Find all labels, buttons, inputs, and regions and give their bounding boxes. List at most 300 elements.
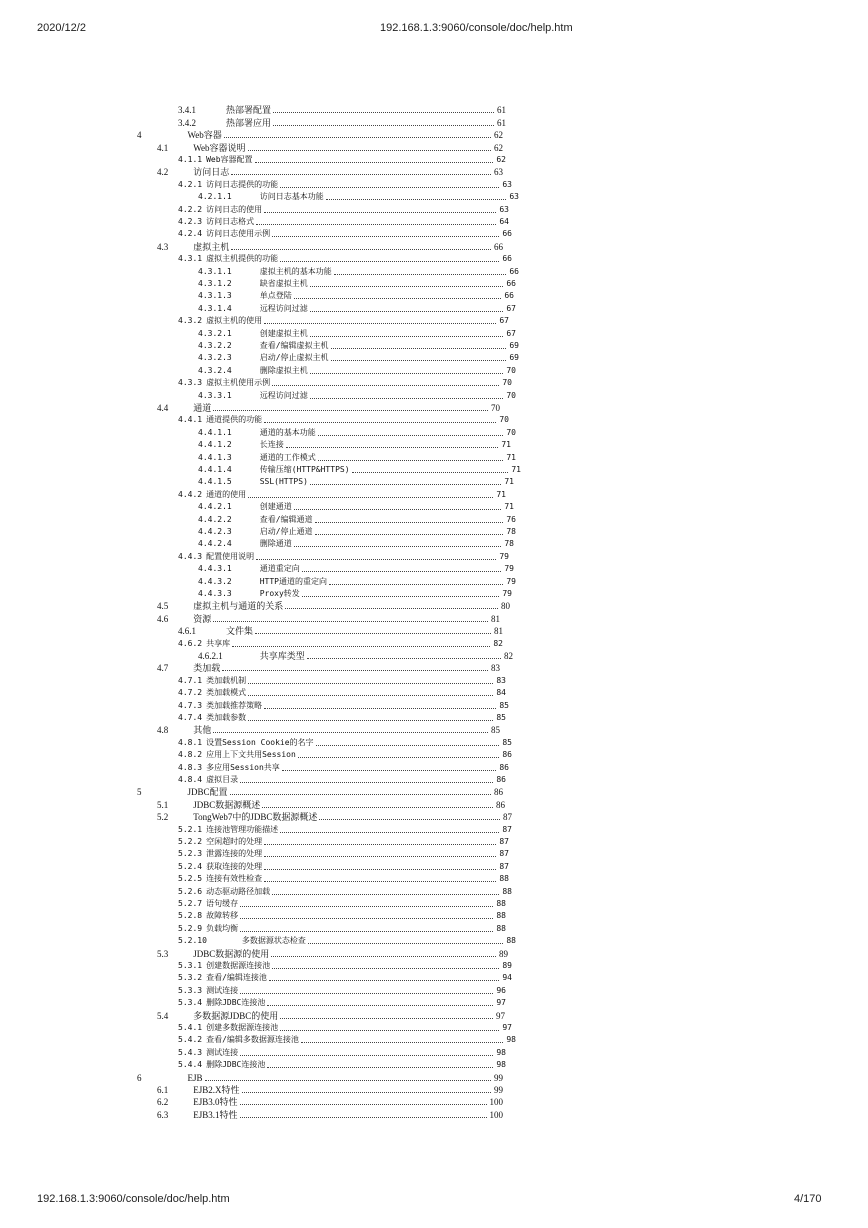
toc-entry-title[interactable]: 创建虚拟主机 bbox=[259, 328, 308, 338]
toc-entry-title[interactable]: 远程访问过滤 bbox=[259, 303, 308, 313]
toc-entry-title[interactable]: 类加载参数 bbox=[206, 712, 247, 722]
toc-entry-number: 4.6.1 bbox=[178, 626, 196, 637]
toc-dot-leader bbox=[272, 235, 499, 237]
toc-dot-leader bbox=[326, 198, 507, 200]
toc-entry-title[interactable]: 故障转移 bbox=[206, 911, 239, 921]
toc-dot-leader bbox=[264, 868, 496, 870]
toc-entry-number: 4.4.2.1 bbox=[198, 502, 232, 512]
toc-entry-title[interactable]: 访问日志使用示例 bbox=[206, 229, 271, 239]
toc-entry-title[interactable]: 访问日志的使用 bbox=[206, 204, 263, 214]
toc-entry-title[interactable]: 虚拟主机 bbox=[193, 241, 230, 252]
toc-entry-page-number: 99 bbox=[494, 1072, 503, 1083]
toc-entry[interactable] bbox=[137, 1071, 503, 1083]
toc-entry[interactable] bbox=[157, 1096, 503, 1108]
toc-dot-leader bbox=[273, 111, 494, 113]
toc-dot-leader bbox=[294, 545, 502, 547]
toc-entry-title[interactable]: JDBC数据源的使用 bbox=[193, 948, 270, 959]
toc-entry[interactable] bbox=[178, 104, 506, 116]
toc-entry-title[interactable]: 配置使用说明 bbox=[206, 551, 255, 561]
toc-entry[interactable] bbox=[157, 1084, 503, 1096]
toc-entry-number: 4.2.2 bbox=[178, 204, 203, 214]
toc-entry[interactable] bbox=[198, 426, 516, 438]
toc-entry[interactable] bbox=[137, 129, 503, 141]
toc-dot-leader bbox=[272, 384, 499, 386]
toc-entry-page-number: 86 bbox=[496, 774, 506, 784]
toc-entry[interactable] bbox=[178, 699, 509, 711]
toc-dot-leader bbox=[264, 322, 496, 324]
toc-entry-page-number: 66 bbox=[502, 254, 512, 264]
toc-entry-title[interactable]: 类加载模式 bbox=[206, 688, 247, 698]
toc-entry-title[interactable]: 热部署应用 bbox=[226, 117, 272, 128]
print-header-url: 192.168.1.3:9060/console/doc/help.htm bbox=[380, 22, 573, 34]
toc-entry-number: 4.1.1 bbox=[178, 154, 203, 164]
toc-dot-leader bbox=[256, 558, 496, 560]
toc-entry-page-number: 88 bbox=[496, 923, 506, 933]
toc-entry[interactable] bbox=[178, 1046, 506, 1058]
toc-entry[interactable] bbox=[178, 761, 509, 773]
toc-entry[interactable] bbox=[198, 588, 512, 600]
toc-dot-leader bbox=[280, 1029, 499, 1031]
toc-dot-leader bbox=[232, 645, 490, 647]
toc-entry-title[interactable]: 创建数据源连接池 bbox=[206, 960, 271, 970]
toc-entry-title[interactable]: EJB bbox=[187, 1072, 203, 1083]
toc-dot-leader bbox=[318, 434, 504, 436]
toc-entry-page-number: 70 bbox=[506, 427, 516, 437]
toc-dot-leader bbox=[213, 620, 488, 622]
toc-entry[interactable] bbox=[178, 860, 509, 872]
toc-entry-title[interactable]: 虚拟主机的使用 bbox=[206, 316, 263, 326]
toc-entry-title[interactable]: 缺省虚拟主机 bbox=[259, 278, 308, 288]
toc-entry-number: 4.4.1.1 bbox=[198, 427, 232, 437]
toc-entry-title[interactable]: 测试连接 bbox=[206, 985, 239, 995]
toc-dot-leader bbox=[310, 397, 504, 399]
toc-entry-title[interactable]: 启动/停止虚拟主机 bbox=[259, 353, 329, 363]
toc-entry[interactable] bbox=[198, 501, 514, 513]
toc-entry-title[interactable]: 访问日志基本功能 bbox=[259, 192, 324, 202]
toc-entry-title[interactable]: 长连接 bbox=[259, 440, 284, 450]
toc-dot-leader bbox=[224, 136, 491, 138]
toc-entry[interactable] bbox=[198, 265, 519, 277]
toc-entry-title[interactable]: EJB3.1特性 bbox=[193, 1109, 238, 1120]
toc-dot-leader bbox=[264, 211, 496, 213]
toc-entry-page-number: 84 bbox=[496, 688, 506, 698]
toc-dot-leader bbox=[331, 359, 507, 361]
toc-entry-number: 4.7 bbox=[157, 663, 169, 674]
toc-entry[interactable] bbox=[198, 451, 516, 463]
toc-entry-page-number: 100 bbox=[489, 1097, 503, 1108]
toc-entry-number: 4.7.1 bbox=[178, 675, 203, 685]
toc-entry-number: 4.4.2.2 bbox=[198, 514, 232, 524]
toc-entry[interactable] bbox=[198, 464, 521, 476]
toc-entry[interactable] bbox=[178, 315, 509, 327]
toc-entry-title[interactable]: TongWeb7中的JDBC数据源概述 bbox=[193, 812, 318, 823]
toc-entry-page-number: 81 bbox=[494, 626, 503, 637]
toc-entry-title[interactable]: 启动/停止通道 bbox=[259, 526, 313, 536]
toc-entry[interactable] bbox=[137, 786, 503, 798]
toc-entry-page-number: 66 bbox=[509, 266, 519, 276]
toc-dot-leader bbox=[280, 831, 499, 833]
toc-entry-number: 5.1 bbox=[157, 799, 169, 810]
toc-entry-title[interactable]: 设置Session Cookie的名字 bbox=[206, 737, 314, 747]
toc-entry-page-number: 69 bbox=[509, 340, 519, 350]
toc-entry-title[interactable]: 多应用Session共享 bbox=[206, 762, 280, 772]
toc-entry-page-number: 87 bbox=[503, 812, 512, 823]
toc-entry-title[interactable]: 应用上下文共用Session bbox=[206, 750, 296, 760]
toc-dot-leader bbox=[302, 570, 502, 572]
toc-entry[interactable] bbox=[178, 935, 516, 947]
toc-entry-title[interactable]: 测试连接 bbox=[206, 1047, 239, 1057]
toc-dot-leader bbox=[331, 347, 507, 349]
toc-entry-title[interactable]: 查看/编辑连接池 bbox=[206, 973, 267, 983]
toc-entry[interactable] bbox=[198, 278, 516, 290]
toc-entry-title[interactable]: 负载均衡 bbox=[206, 923, 239, 933]
toc-dot-leader bbox=[310, 372, 504, 374]
toc-entry[interactable] bbox=[178, 972, 512, 984]
toc-entry-number: 5.3.3 bbox=[178, 985, 203, 995]
toc-entry-title[interactable]: EJB2.X特性 bbox=[193, 1084, 240, 1095]
toc-entry-title[interactable]: 类加载 bbox=[193, 663, 221, 674]
toc-entry[interactable] bbox=[198, 650, 513, 662]
toc-dot-leader bbox=[248, 496, 493, 498]
toc-entry-number: 4.3.2.3 bbox=[198, 353, 232, 363]
toc-dot-leader bbox=[294, 297, 502, 299]
toc-entry-title[interactable]: 删除虚拟主机 bbox=[259, 365, 308, 375]
toc-entry[interactable] bbox=[198, 439, 511, 451]
toc-entry-number: 3.4.2 bbox=[178, 117, 196, 128]
toc-entry[interactable] bbox=[178, 625, 503, 637]
toc-entry-title[interactable]: 通道的使用 bbox=[206, 489, 247, 499]
toc-entry-page-number: 97 bbox=[496, 998, 506, 1008]
toc-dot-leader bbox=[310, 335, 504, 337]
toc-entry-number: 5.4.3 bbox=[178, 1047, 203, 1057]
toc-entry-number: 4.7.4 bbox=[178, 712, 203, 722]
toc-entry-title[interactable]: 通道 bbox=[193, 402, 212, 413]
toc-entry[interactable] bbox=[178, 873, 509, 885]
toc-entry-title[interactable]: 虚拟目录 bbox=[206, 774, 239, 784]
toc-dot-leader bbox=[301, 1041, 503, 1043]
toc-entry-page-number: 85 bbox=[502, 737, 512, 747]
toc-entry-title[interactable]: 连接池管理功能描述 bbox=[206, 824, 279, 834]
toc-dot-leader bbox=[319, 818, 500, 820]
toc-entry[interactable] bbox=[178, 687, 506, 699]
toc-entry[interactable] bbox=[178, 836, 509, 848]
toc-entry[interactable] bbox=[157, 600, 510, 612]
toc-entry-title[interactable]: HTTP通道的重定向 bbox=[259, 576, 327, 586]
toc-dot-leader bbox=[286, 446, 499, 448]
toc-entry-title[interactable]: 共享库类型 bbox=[259, 650, 305, 661]
toc-entry-number: 4.4 bbox=[157, 402, 169, 413]
toc-dot-leader bbox=[240, 1116, 487, 1118]
toc-entry-title[interactable]: 其他 bbox=[193, 725, 212, 736]
toc-entry[interactable] bbox=[178, 997, 506, 1009]
toc-entry-page-number: 86 bbox=[499, 762, 509, 772]
toc-dot-leader bbox=[256, 223, 496, 225]
toc-entry-number: 4 bbox=[137, 130, 142, 141]
toc-entry[interactable] bbox=[178, 253, 512, 265]
toc-entry[interactable] bbox=[198, 526, 516, 538]
toc-entry-title[interactable]: Web容器配置 bbox=[206, 154, 253, 164]
toc-entry-page-number: 67 bbox=[499, 316, 509, 326]
toc-entry-page-number: 100 bbox=[489, 1109, 503, 1120]
toc-entry-page-number: 97 bbox=[496, 1010, 505, 1021]
toc-entry[interactable] bbox=[178, 712, 506, 724]
toc-entry-number: 5.3 bbox=[157, 948, 169, 959]
toc-entry-page-number: 61 bbox=[497, 105, 506, 116]
toc-entry[interactable] bbox=[157, 402, 500, 414]
toc-entry-page-number: 88 bbox=[506, 936, 516, 946]
toc-entry-number: 4.3.2.4 bbox=[198, 365, 232, 375]
toc-entry-number: 5.4.1 bbox=[178, 1022, 203, 1032]
toc-entry[interactable] bbox=[198, 364, 516, 376]
toc-entry-title[interactable]: 删除JDBC连接池 bbox=[206, 1060, 266, 1070]
toc-entry-title[interactable]: 热部署配置 bbox=[226, 105, 272, 116]
toc-entry[interactable] bbox=[198, 327, 516, 339]
toc-dot-leader bbox=[267, 1066, 493, 1068]
toc-entry[interactable] bbox=[178, 898, 506, 910]
toc-entry-title[interactable]: JDBC数据源概述 bbox=[193, 799, 261, 810]
toc-entry[interactable] bbox=[178, 960, 512, 972]
toc-entry-title[interactable]: 共享库 bbox=[206, 638, 231, 648]
toc-entry-page-number: 71 bbox=[504, 477, 514, 487]
toc-entry-page-number: 79 bbox=[504, 564, 514, 574]
toc-entry[interactable] bbox=[178, 637, 503, 649]
toc-entry[interactable] bbox=[178, 674, 506, 686]
toc-entry-title[interactable]: 虚拟主机提供的功能 bbox=[206, 254, 279, 264]
toc-dot-leader bbox=[308, 942, 503, 944]
toc-entry-page-number: 82 bbox=[504, 650, 513, 661]
toc-entry-page-number: 70 bbox=[499, 415, 509, 425]
toc-entry-title[interactable]: Web容器说明 bbox=[193, 142, 246, 153]
toc-dot-leader bbox=[213, 409, 488, 411]
toc-entry[interactable] bbox=[178, 1034, 516, 1046]
toc-entry-page-number: 80 bbox=[501, 601, 510, 612]
toc-entry-number: 6.1 bbox=[157, 1084, 169, 1095]
toc-entry-number: 5.3.2 bbox=[178, 973, 203, 983]
toc-entry[interactable] bbox=[178, 910, 506, 922]
toc-dot-leader bbox=[240, 905, 493, 907]
toc-entry[interactable] bbox=[198, 290, 514, 302]
toc-entry[interactable] bbox=[157, 947, 508, 959]
toc-entry[interactable] bbox=[198, 389, 516, 401]
toc-entry[interactable] bbox=[198, 340, 519, 352]
toc-entry[interactable] bbox=[157, 662, 500, 674]
toc-entry-page-number: 98 bbox=[506, 1035, 516, 1045]
toc-entry-title[interactable]: 文件集 bbox=[226, 626, 254, 637]
toc-entry-number: 4.8 bbox=[157, 725, 169, 736]
toc-entry-number: 4.3.3.1 bbox=[198, 390, 232, 400]
toc-entry-title[interactable]: 删除JDBC连接池 bbox=[206, 998, 266, 1008]
toc-entry-title[interactable]: 虚拟主机的基本功能 bbox=[259, 266, 332, 276]
toc-dot-leader bbox=[240, 930, 493, 932]
toc-entry-page-number: 85 bbox=[499, 700, 509, 710]
toc-entry-title[interactable]: 语句缓存 bbox=[206, 898, 239, 908]
toc-entry-title[interactable]: 传输压缩(HTTP&HTTPS) bbox=[259, 464, 350, 474]
toc-entry-number: 5.2.1 bbox=[178, 824, 203, 834]
toc-entry[interactable] bbox=[178, 1059, 506, 1071]
toc-entry[interactable] bbox=[157, 1108, 503, 1120]
toc-entry[interactable] bbox=[178, 203, 509, 215]
toc-dot-leader bbox=[213, 731, 488, 733]
toc-entry-title[interactable]: 创建多数据源连接池 bbox=[206, 1022, 279, 1032]
toc-entry-page-number: 99 bbox=[494, 1084, 503, 1095]
toc-dot-leader bbox=[240, 917, 493, 919]
toc-entry-page-number: 89 bbox=[502, 960, 512, 970]
toc-entry-page-number: 62 bbox=[494, 130, 503, 141]
toc-entry-title[interactable]: 类加载机制 bbox=[206, 675, 247, 685]
toc-entry-number: 5.2.6 bbox=[178, 886, 203, 896]
toc-dot-leader bbox=[248, 719, 493, 721]
toc-entry-title[interactable]: 查看/编辑虚拟主机 bbox=[259, 340, 329, 350]
toc-entry[interactable] bbox=[178, 736, 512, 748]
toc-entry[interactable] bbox=[178, 228, 512, 240]
toc-entry-title[interactable]: 连接有效性检查 bbox=[206, 874, 263, 884]
toc-entry[interactable] bbox=[198, 352, 519, 364]
toc-entry-title[interactable]: 通道的基本功能 bbox=[259, 427, 316, 437]
toc-entry[interactable] bbox=[178, 488, 506, 500]
toc-entry[interactable] bbox=[178, 414, 509, 426]
toc-entry-title[interactable]: JDBC配置 bbox=[187, 787, 228, 798]
toc-entry-number: 4.4.1.3 bbox=[198, 452, 232, 462]
toc-dot-leader bbox=[269, 979, 499, 981]
toc-dot-leader bbox=[255, 161, 494, 163]
toc-entry-title[interactable]: 访问日志 bbox=[193, 167, 230, 178]
toc-entry-number: 4.2.1.1 bbox=[198, 192, 232, 202]
toc-entry-title[interactable]: 获取连接的处理 bbox=[206, 861, 263, 871]
toc-entry[interactable] bbox=[178, 216, 509, 228]
toc-entry-number: 4.4.1.2 bbox=[198, 440, 232, 450]
toc-entry-title[interactable]: Web容器 bbox=[187, 130, 222, 141]
toc-dot-leader bbox=[240, 992, 493, 994]
toc-entry[interactable] bbox=[198, 538, 514, 550]
toc-entry[interactable] bbox=[178, 922, 506, 934]
toc-entry-page-number: 88 bbox=[502, 886, 512, 896]
toc-entry-title[interactable]: EJB3.0特性 bbox=[193, 1097, 238, 1108]
toc-dot-leader bbox=[240, 1054, 493, 1056]
toc-entry-number: 4.1 bbox=[157, 142, 169, 153]
toc-entry-page-number: 63 bbox=[499, 204, 509, 214]
toc-dot-leader bbox=[285, 607, 498, 609]
toc-entry[interactable] bbox=[178, 885, 512, 897]
toc-entry-title[interactable]: 通道提供的功能 bbox=[206, 415, 263, 425]
toc-entry-title[interactable]: 单点登陆 bbox=[259, 291, 292, 301]
toc-entry[interactable] bbox=[157, 612, 500, 624]
toc-entry-title[interactable]: 多数据源状态检查 bbox=[241, 936, 306, 946]
toc-entry-page-number: 61 bbox=[497, 117, 506, 128]
toc-entry[interactable] bbox=[178, 848, 509, 860]
toc-entry[interactable] bbox=[157, 724, 500, 736]
toc-entry-title[interactable]: Proxy转发 bbox=[259, 588, 300, 598]
toc-dot-leader bbox=[230, 793, 491, 795]
toc-entry[interactable] bbox=[157, 811, 512, 823]
toc-entry[interactable] bbox=[198, 513, 516, 525]
toc-entry-title[interactable]: 虚拟主机与通道的关系 bbox=[193, 601, 284, 612]
toc-entry-title[interactable]: 资源 bbox=[193, 613, 212, 624]
toc-entry[interactable] bbox=[157, 166, 503, 178]
toc-entry-page-number: 70 bbox=[491, 402, 500, 413]
toc-entry-title[interactable]: 查看/编辑通道 bbox=[259, 514, 313, 524]
toc-entry-title[interactable]: 通道重定向 bbox=[259, 564, 300, 574]
toc-entry[interactable] bbox=[178, 116, 506, 128]
toc-entry-number: 4.2.4 bbox=[178, 229, 203, 239]
toc-entry-page-number: 89 bbox=[499, 948, 508, 959]
toc-dot-leader bbox=[255, 632, 491, 634]
toc-entry[interactable] bbox=[157, 141, 503, 153]
toc-entry[interactable] bbox=[178, 377, 512, 389]
toc-entry[interactable] bbox=[198, 563, 514, 575]
toc-entry-number: 4.3.2 bbox=[178, 316, 203, 326]
toc-entry-number: 4.3.1.2 bbox=[198, 278, 232, 288]
toc-dot-leader bbox=[298, 756, 500, 758]
toc-entry[interactable] bbox=[198, 191, 519, 203]
toc-entry-page-number: 63 bbox=[509, 192, 519, 202]
toc-entry-title[interactable]: 访问日志格式 bbox=[206, 216, 255, 226]
toc-entry-page-number: 66 bbox=[494, 241, 503, 252]
toc-entry[interactable] bbox=[157, 798, 505, 810]
toc-entry-title[interactable]: 动态驱动路径加载 bbox=[206, 886, 271, 896]
toc-entry-number: 4.4.3.2 bbox=[198, 576, 232, 586]
toc-entry-title[interactable]: 通道的工作模式 bbox=[259, 452, 316, 462]
toc-entry-page-number: 83 bbox=[491, 663, 500, 674]
toc-entry[interactable] bbox=[178, 984, 506, 996]
toc-entry[interactable] bbox=[157, 1009, 505, 1021]
toc-entry-number: 5.2.8 bbox=[178, 911, 203, 921]
toc-entry-title[interactable]: 空闲超时的处理 bbox=[206, 836, 263, 846]
toc-dot-leader bbox=[271, 955, 496, 957]
toc-entry-page-number: 97 bbox=[502, 1022, 512, 1032]
toc-entry[interactable] bbox=[178, 774, 506, 786]
toc-entry[interactable] bbox=[157, 240, 503, 252]
toc-entry-page-number: 62 bbox=[496, 154, 506, 164]
toc-dot-leader bbox=[272, 893, 499, 895]
toc-entry-page-number: 62 bbox=[494, 142, 503, 153]
toc-entry[interactable] bbox=[198, 575, 516, 587]
toc-entry-title[interactable]: SSL(HTTPS) bbox=[259, 477, 308, 487]
toc-dot-leader bbox=[282, 769, 497, 771]
toc-entry-title[interactable]: 查看/编辑多数据源连接池 bbox=[206, 1035, 299, 1045]
toc-entry[interactable] bbox=[178, 550, 509, 562]
toc-entry-title[interactable]: 泄露连接的处理 bbox=[206, 849, 263, 859]
toc-entry[interactable] bbox=[178, 823, 512, 835]
toc-entry-title[interactable]: 类加载推荐策略 bbox=[206, 700, 263, 710]
toc-entry[interactable] bbox=[178, 154, 506, 166]
toc-entry-page-number: 76 bbox=[506, 514, 516, 524]
toc-entry-title[interactable]: 虚拟主机使用示例 bbox=[206, 378, 271, 388]
toc-dot-leader bbox=[310, 285, 504, 287]
toc-entry-page-number: 78 bbox=[506, 526, 516, 536]
toc-entry[interactable] bbox=[178, 749, 512, 761]
toc-entry-title[interactable]: 创建通道 bbox=[259, 502, 292, 512]
toc-entry[interactable] bbox=[178, 178, 512, 190]
toc-entry-page-number: 98 bbox=[496, 1060, 506, 1070]
toc-entry-title[interactable]: 多数据源JDBC的使用 bbox=[193, 1010, 279, 1021]
toc-dot-leader bbox=[231, 173, 491, 175]
toc-entry-number: 5.4 bbox=[157, 1010, 169, 1021]
toc-entry-page-number: 82 bbox=[493, 638, 503, 648]
toc-entry-title[interactable]: 远程访问过滤 bbox=[259, 390, 308, 400]
toc-entry-number: 4.4.3.3 bbox=[198, 588, 232, 598]
toc-dot-leader bbox=[294, 508, 502, 510]
toc-entry-title[interactable]: 访问日志提供的功能 bbox=[206, 179, 279, 189]
toc-entry-title[interactable]: 删除通道 bbox=[259, 539, 292, 549]
toc-dot-leader bbox=[280, 260, 499, 262]
toc-entry-number: 3.4.1 bbox=[178, 105, 196, 116]
toc-entry[interactable] bbox=[198, 476, 514, 488]
toc-dot-leader bbox=[262, 806, 493, 808]
toc-entry[interactable] bbox=[178, 1022, 512, 1034]
toc-entry-number: 4.3.1.1 bbox=[198, 266, 232, 276]
toc-entry[interactable] bbox=[198, 302, 516, 314]
toc-dot-leader bbox=[272, 967, 499, 969]
